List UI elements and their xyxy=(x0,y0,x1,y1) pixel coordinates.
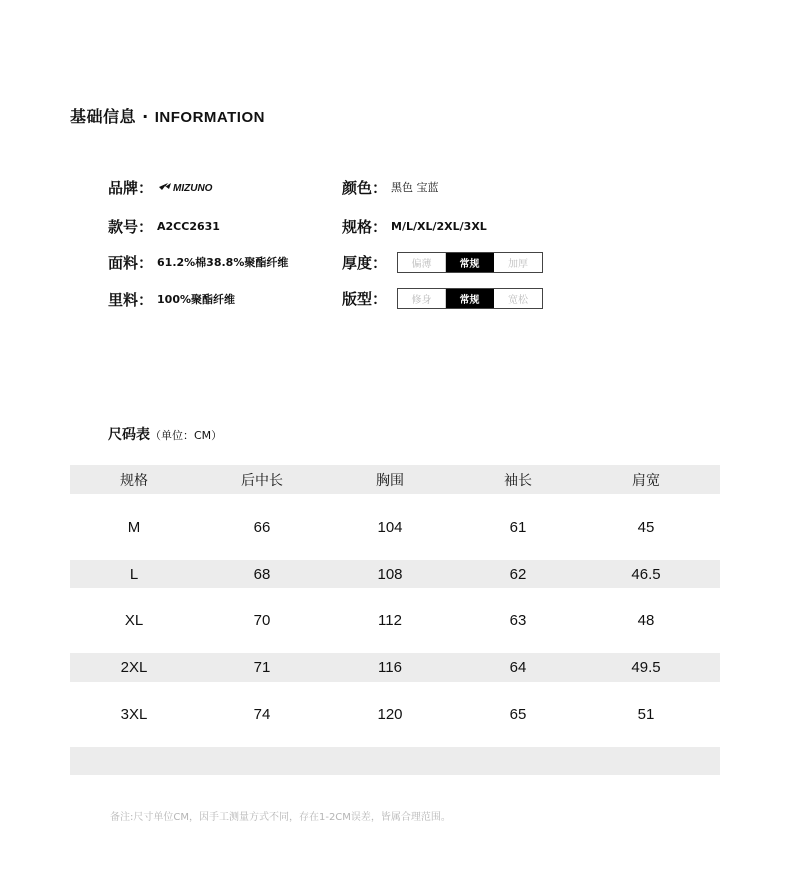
table-cell: 104 xyxy=(377,518,403,536)
measurement-note: 备注:尺寸单位CM，因手工测量方式不同，存在1-2CM误差，皆属合理范围。 xyxy=(110,812,451,823)
table-cell: 65 xyxy=(509,706,527,723)
svg-text:MIZUNO: MIZUNO xyxy=(173,183,213,193)
table-cell: 71 xyxy=(253,659,271,676)
table-header-cell: 规格 xyxy=(120,472,148,489)
table-cell: L xyxy=(129,565,139,583)
fit-scale xyxy=(397,288,543,309)
table-cell: 68 xyxy=(253,565,271,583)
table-row xyxy=(70,588,720,653)
table-header-cell: 袖长 xyxy=(504,472,532,489)
table-cell: 64 xyxy=(509,659,527,676)
size-table xyxy=(70,465,720,775)
section-title-en: INFORMATION xyxy=(154,109,265,126)
size-value: M/L/XL/2XL/3XL xyxy=(391,219,487,233)
table-cell: 108 xyxy=(377,565,403,583)
thickness-scale xyxy=(397,252,543,273)
table-header-cell: 后中长 xyxy=(241,472,283,489)
thickness-option-thin: 偏薄 xyxy=(398,253,446,272)
table-cell: 112 xyxy=(378,612,402,629)
style-no-value: A2CC2631 xyxy=(157,219,220,233)
table-cell: 51 xyxy=(637,706,655,723)
table-cell: 48 xyxy=(637,612,655,629)
thickness-label: 厚度： xyxy=(342,253,388,272)
mizuno-logo xyxy=(159,181,231,193)
color-label: 颜色： xyxy=(342,178,388,197)
lining-value: 100%聚酯纤维 xyxy=(157,293,235,306)
fit-option-slim: 修身 xyxy=(398,289,446,308)
table-cell: 116 xyxy=(378,659,402,676)
table-header-cell: 肩宽 xyxy=(632,472,660,489)
fit-row xyxy=(342,288,543,308)
table-cell: 49.5 xyxy=(631,659,661,676)
table-cell: 66 xyxy=(253,518,271,536)
lining-row xyxy=(108,289,235,309)
section-title-cn: 基础信息 xyxy=(70,107,137,126)
color-value: 黑色 宝蓝 xyxy=(391,181,439,194)
table-cell: XL xyxy=(124,612,144,629)
fabric-label: 面料： xyxy=(108,253,154,272)
size-row xyxy=(342,216,487,236)
table-cell: M xyxy=(127,518,141,536)
size-chart-title xyxy=(108,424,222,444)
table-header-cell: 胸围 xyxy=(376,472,404,489)
fabric-row xyxy=(108,252,288,272)
table-row xyxy=(70,560,720,588)
fabric-value: 61.2%棉38.8%聚酯纤维 xyxy=(157,256,289,269)
section-title-separator: · xyxy=(142,107,149,126)
section-title xyxy=(70,104,265,127)
color-row xyxy=(342,177,439,197)
table-cell: 2XL xyxy=(120,659,148,676)
table-row xyxy=(70,653,720,682)
brand-row xyxy=(108,177,231,197)
table-header-row xyxy=(70,465,720,494)
thickness-option-regular: 常规 xyxy=(446,253,494,272)
fit-option-regular: 常规 xyxy=(446,289,494,308)
fit-label: 版型： xyxy=(342,289,388,308)
size-label: 规格： xyxy=(342,217,388,236)
table-cell: 46.5 xyxy=(631,565,661,583)
table-cell: 45 xyxy=(637,518,655,536)
thickness-option-thick: 加厚 xyxy=(508,258,529,270)
size-chart-unit: （单位：CM） xyxy=(150,429,223,442)
table-cell: 63 xyxy=(509,612,527,629)
table-row xyxy=(70,494,720,560)
thickness-row xyxy=(342,252,543,272)
brand-label: 品牌： xyxy=(108,178,154,197)
table-footer-band xyxy=(70,747,720,775)
table-cell: 61 xyxy=(509,518,527,536)
table-cell: 3XL xyxy=(120,706,148,723)
table-cell: 120 xyxy=(377,706,403,723)
size-chart-title-text: 尺码表 xyxy=(108,427,150,443)
table-cell: 74 xyxy=(253,706,271,723)
style-no-label: 款号： xyxy=(108,217,154,236)
table-cell: 70 xyxy=(253,612,271,629)
style-no-row xyxy=(108,216,220,236)
fit-option-loose: 宽松 xyxy=(508,294,529,306)
table-row xyxy=(70,682,720,747)
table-cell: 62 xyxy=(509,565,527,583)
lining-label: 里料： xyxy=(108,290,154,309)
